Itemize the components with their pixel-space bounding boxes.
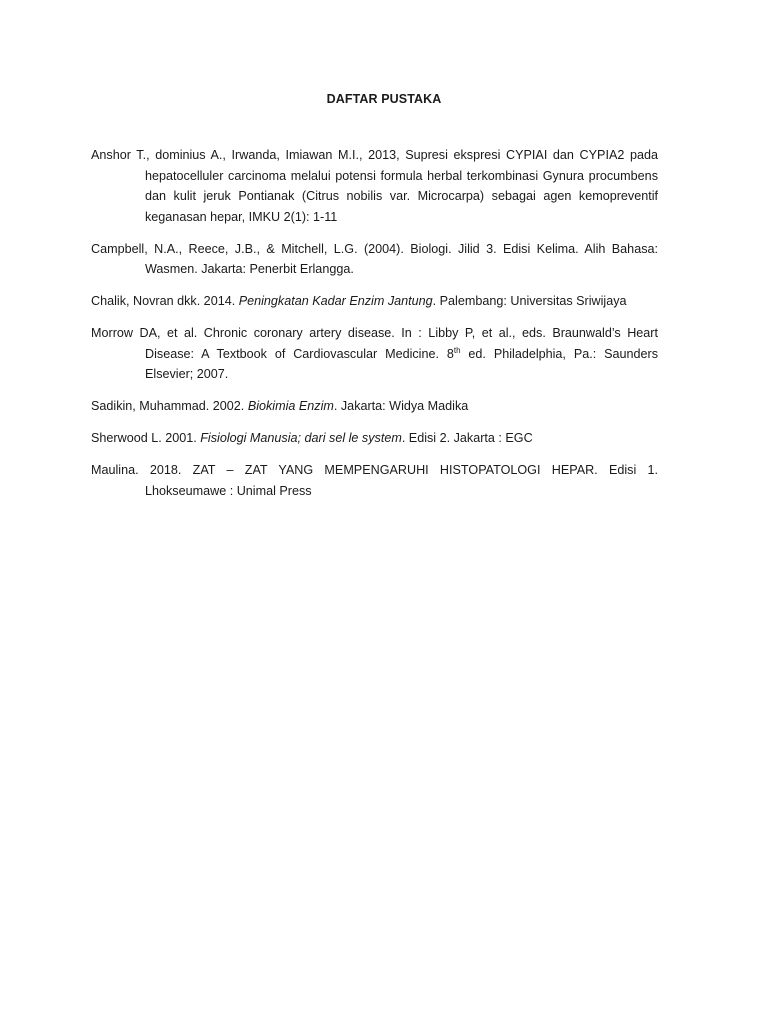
reference-item xyxy=(91,291,658,312)
reference-text: ed. Philadelphia, Pa.: Saunders Elsevier; 2007. xyxy=(145,346,659,381)
reference-text: Anshor T., dominius A., Irwanda, Imiawan M.I., 2013, Supresi ekspresi CYPIAI dan CYPIA2 pada hepatocelluler carcinoma melalui potensi formula herbal terkombinasi Gynura procumbens dan kulit jeruk Pontianak (Citrus nobilis var. Microcarpa) sebagai agen kemopreventif keganasan hepar, IMKU 2(1): 1-11 xyxy=(91,148,658,224)
reference-text: . Palembang: Universitas Sriwijaya xyxy=(432,294,627,308)
reference-text: Sherwood L. 2001. xyxy=(91,431,201,445)
reference-item xyxy=(91,396,658,417)
reference-text: . Jakarta: Widya Madika xyxy=(333,399,469,413)
reference-text: . Edisi 2. Jakarta : EGC xyxy=(401,431,533,445)
reference-item xyxy=(91,428,658,449)
reference-italic-title: Fisiologi Manusia; dari sel le system xyxy=(200,431,402,445)
reference-list xyxy=(91,145,658,513)
reference-item xyxy=(91,239,658,280)
reference-text: Campbell, N.A., Reece, J.B., & Mitchell, L.G. (2004). Biologi. Jilid 3. Edisi Kelima. Alih Bahasa: Wasmen. Jakarta: Penerbit Erlangga. xyxy=(91,241,658,276)
reference-text: Maulina. 2018. ZAT – ZAT YANG MEMPENGARUHI HISTOPATOLOGI HEPAR. Edisi 1. Lhokseumawe : Unimal Press xyxy=(91,463,658,498)
reference-text: Chalik, Novran dkk. 2014. xyxy=(91,294,239,308)
reference-text: Morrow DA, et al. Chronic coronary artery disease. In : Libby P, et al., eds. Braunwald’s Heart Disease: A Textbook of Cardiovascular Medicine. 8 xyxy=(91,326,658,361)
reference-text: Sadikin, Muhammad. 2002. xyxy=(91,399,248,413)
reference-item xyxy=(91,460,658,501)
reference-italic-title: Biokimia Enzim xyxy=(247,399,334,413)
reference-item xyxy=(91,323,658,385)
reference-item xyxy=(91,145,658,227)
reference-italic-title: Peningkatan Kadar Enzim Jantung xyxy=(238,294,433,308)
page-title: DAFTAR PUSTAKA xyxy=(326,92,442,106)
reference-superscript: th xyxy=(453,345,461,355)
